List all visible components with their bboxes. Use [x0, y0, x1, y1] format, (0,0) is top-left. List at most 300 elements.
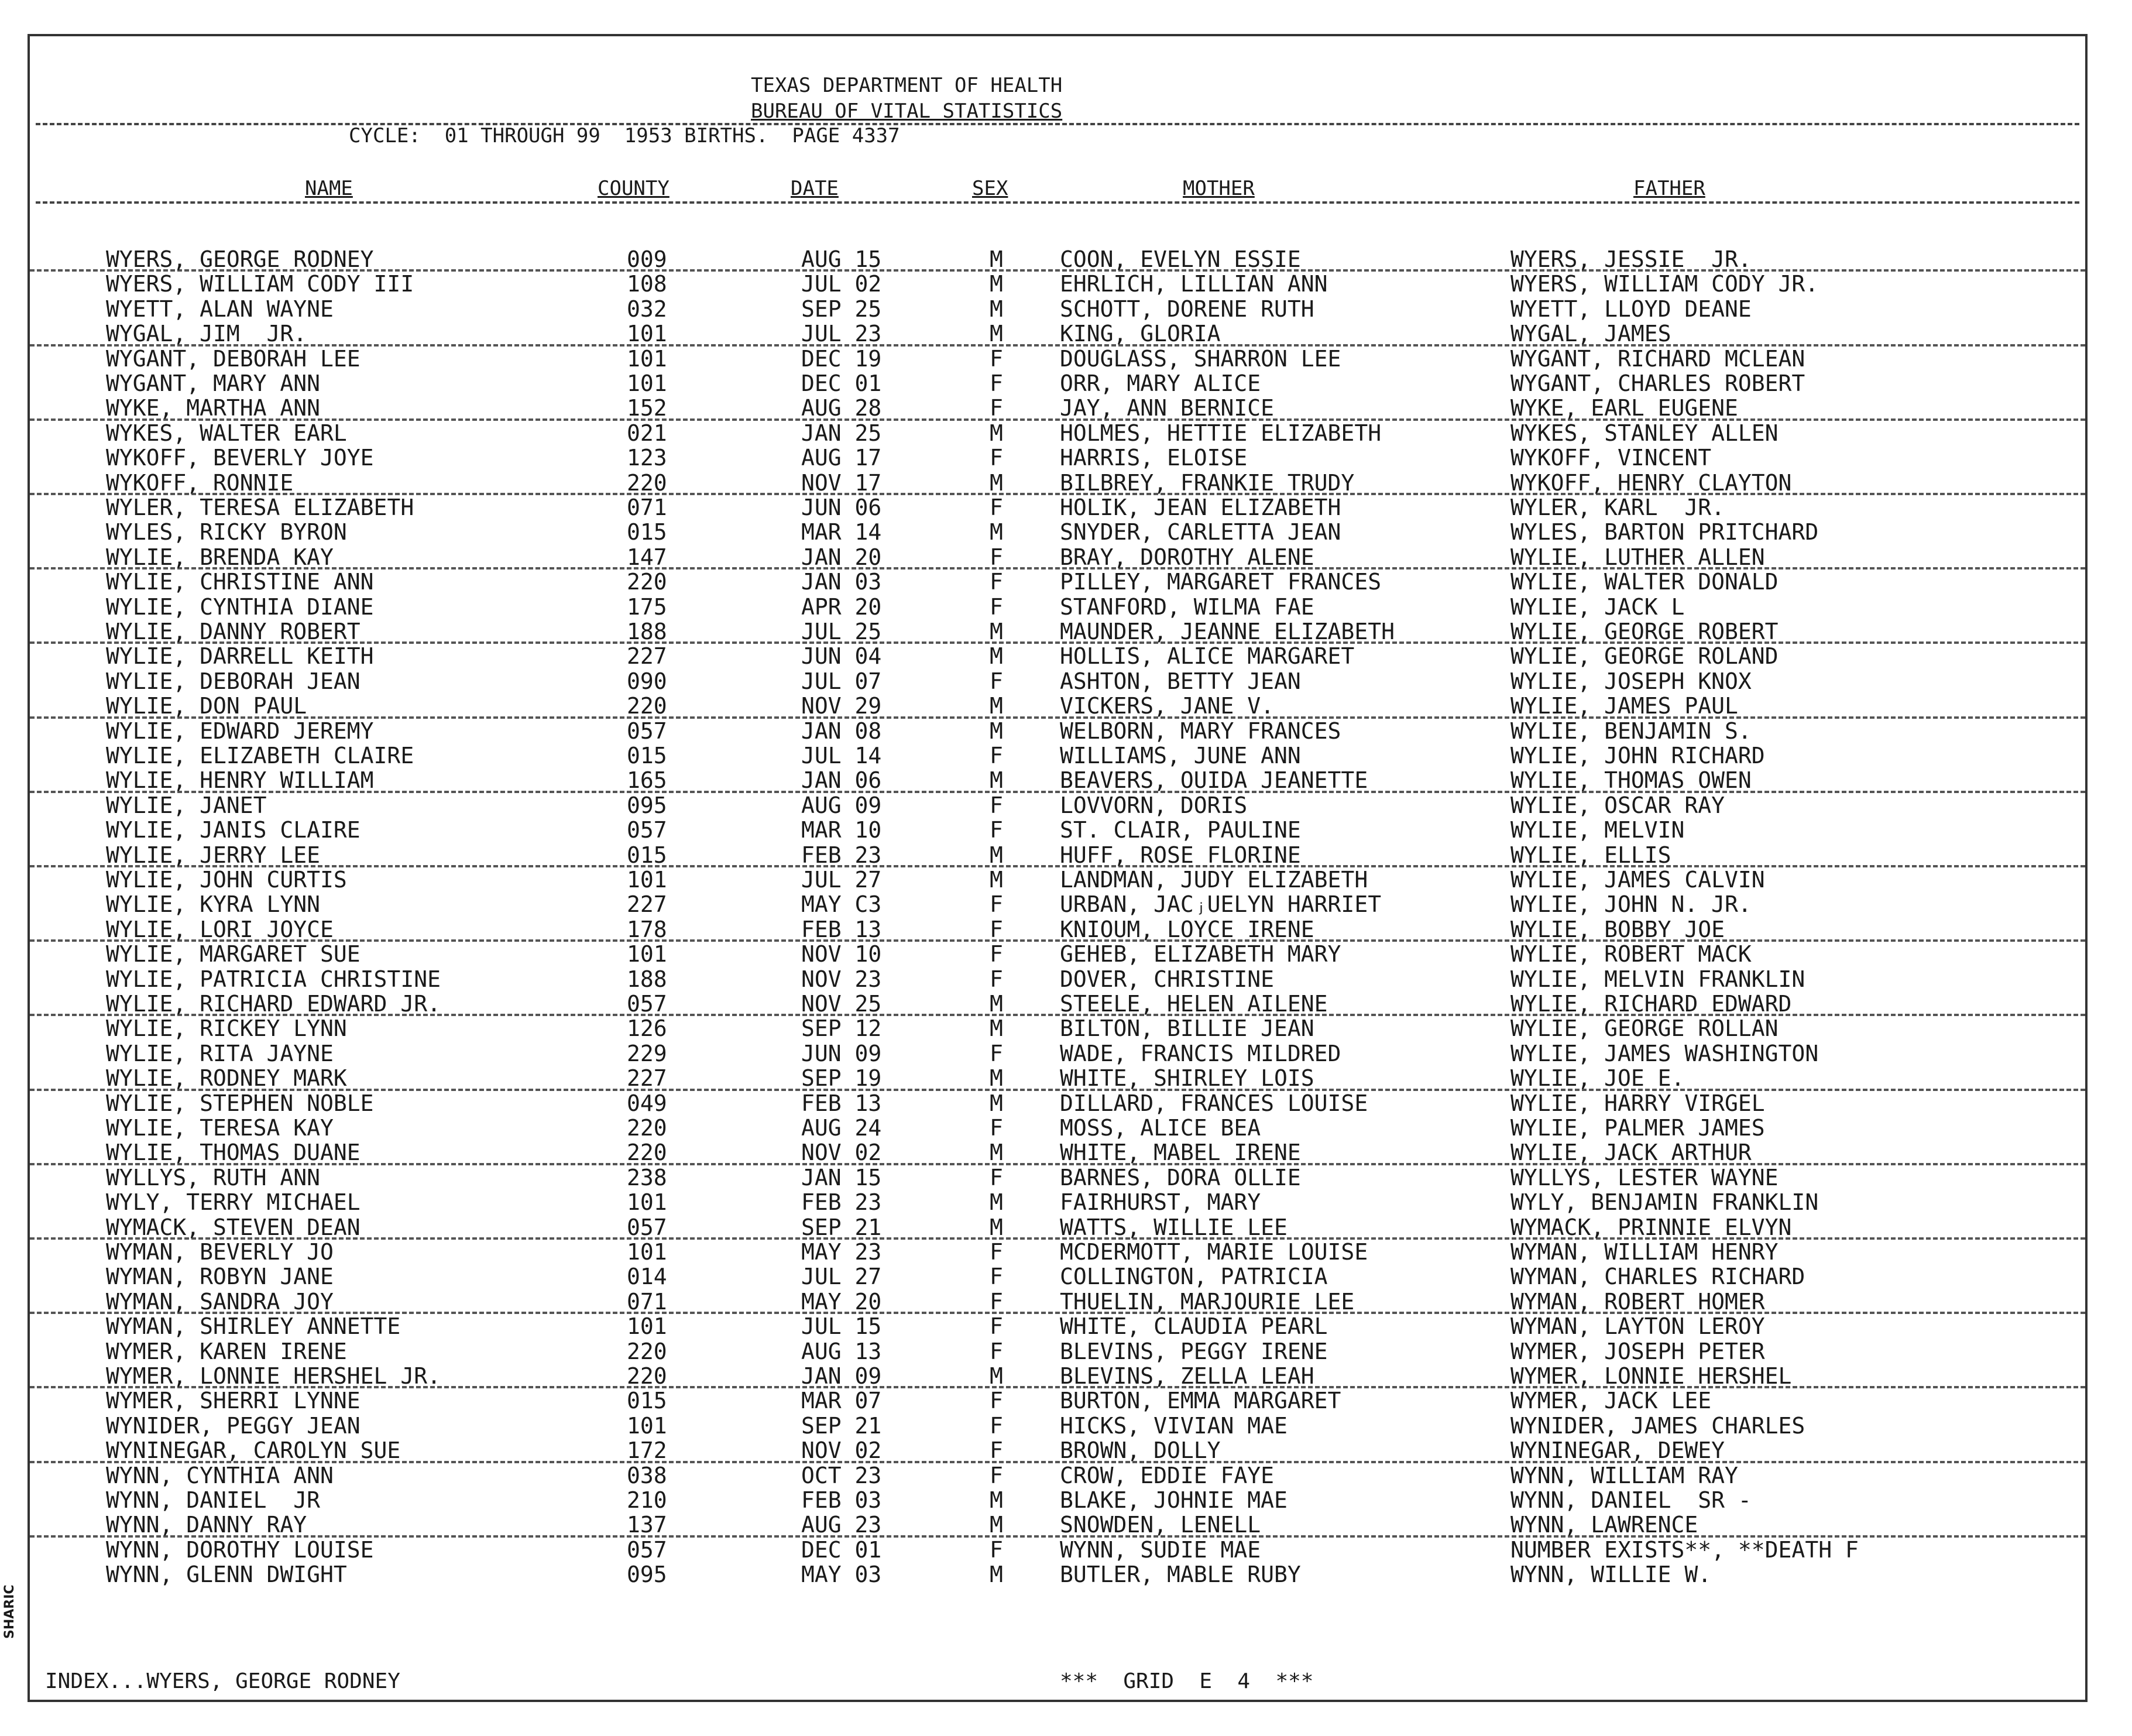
- grid-label: *** GRID E 4 ***: [1060, 1669, 1314, 1693]
- record-mother: BEAVERS, OUIDA JEANETTE: [1060, 767, 1368, 794]
- record-sex: F: [990, 916, 1003, 942]
- record-sex: M: [990, 246, 1003, 272]
- record-father: WYLIE, HARRY VIRGEL: [1510, 1090, 1765, 1116]
- record-mother: BURTON, EMMA MARGARET: [1060, 1388, 1341, 1414]
- record-sex: F: [990, 941, 1003, 968]
- table-row: [30, 1562, 2085, 1587]
- record-sex: F: [990, 1115, 1003, 1141]
- record-sex: F: [990, 668, 1003, 694]
- record-county: 057: [627, 1214, 667, 1240]
- table-row: [30, 1413, 2085, 1438]
- record-date: SEP 12: [801, 1015, 882, 1042]
- record-father: NUMBER EXISTS**, **DEATH F: [1510, 1536, 1859, 1563]
- record-mother: WYNN, SUDIE MAE: [1060, 1536, 1261, 1563]
- record-date: JUN 06: [801, 495, 882, 520]
- table-row: [30, 346, 2085, 371]
- table-row: [30, 1215, 2085, 1240]
- record-name: WYMAN, BEVERLY JO: [106, 1239, 334, 1265]
- record-name: WYGANT, MARY ANN: [106, 370, 321, 396]
- record-mother: DILLARD, FRANCES LOUISE: [1060, 1090, 1368, 1116]
- record-sex: F: [990, 1388, 1003, 1414]
- record-mother: BUTLER, MABLE RUBY: [1060, 1562, 1301, 1588]
- record-date: NOV 29: [801, 693, 882, 719]
- record-date: MAY C3: [801, 891, 882, 918]
- record-date: JAN 20: [801, 544, 882, 570]
- table-row: [30, 421, 2085, 445]
- record-county: 175: [627, 593, 667, 620]
- record-county: 038: [627, 1462, 667, 1488]
- record-name: WYMAN, SANDRA JOY: [106, 1288, 334, 1315]
- record-date: FEB 23: [801, 1189, 882, 1216]
- record-sex: F: [990, 495, 1003, 520]
- index-label: INDEX...WYERS, GEORGE RODNEY: [45, 1669, 400, 1693]
- header-divider: [36, 123, 2079, 125]
- record-father: WYKOFF, HENRY CLAYTON: [1510, 469, 1792, 496]
- record-sex: M: [990, 718, 1003, 744]
- record-mother: BARNES, DORA OLLIE: [1060, 1164, 1301, 1191]
- record-date: SEP 19: [801, 1065, 882, 1092]
- record-name: WYNINEGAR, CAROLYN SUE: [106, 1437, 401, 1464]
- record-name: WYETT, ALAN WAYNE: [106, 296, 334, 322]
- record-mother: COLLINGTON, PATRICIA: [1060, 1264, 1328, 1290]
- record-county: 137: [627, 1512, 667, 1538]
- record-father: WYLIE, RICHARD EDWARD: [1510, 991, 1792, 1017]
- table-row: [30, 595, 2085, 619]
- record-father: WYLIE, BOBBY JOE: [1510, 916, 1725, 942]
- record-sex: M: [990, 643, 1003, 670]
- record-name: WYLIE, DON PAUL: [106, 693, 307, 719]
- record-date: JUL 27: [801, 867, 882, 893]
- record-sex: F: [990, 1313, 1003, 1340]
- col-header-sex: SEX: [972, 177, 1008, 200]
- record-name: WYNN, DANIEL JR: [106, 1487, 321, 1513]
- record-county: 220: [627, 693, 667, 719]
- record-mother: BILTON, BILLIE JEAN: [1060, 1015, 1314, 1042]
- record-sex: M: [990, 619, 1003, 644]
- record-father: WYERS, JESSIE JR.: [1510, 246, 1752, 272]
- table-row: [30, 297, 2085, 321]
- record-sex: M: [990, 1189, 1003, 1216]
- record-mother: BLEVINS, PEGGY IRENE: [1060, 1338, 1328, 1364]
- table-row: [30, 1190, 2085, 1214]
- record-mother: THUELIN, MARJOURIE LEE: [1060, 1288, 1355, 1315]
- record-date: JUL 15: [801, 1313, 882, 1340]
- record-father: WYKE, EARL EUGENE: [1510, 395, 1738, 421]
- record-date: NOV 02: [801, 1140, 882, 1166]
- record-mother: FAIRHURST, MARY: [1060, 1189, 1261, 1216]
- table-row: [30, 272, 2085, 296]
- record-father: WYLIE, BENJAMIN S.: [1510, 718, 1752, 744]
- record-name: WYLIE, TERESA KAY: [106, 1115, 334, 1141]
- record-county: 071: [627, 495, 667, 520]
- record-father: WYMACK, PRINNIE ELVYN: [1510, 1214, 1792, 1240]
- record-mother: HUFF, ROSE FLORINE: [1060, 842, 1301, 868]
- record-date: JUL 02: [801, 271, 882, 297]
- record-county: 220: [627, 569, 667, 595]
- record-name: WYNN, GLENN DWIGHT: [106, 1562, 347, 1588]
- record-mother: PILLEY, MARGARET FRANCES: [1060, 569, 1382, 595]
- record-county: 015: [627, 842, 667, 868]
- record-mother: JAY, ANN BERNICE: [1060, 395, 1275, 421]
- table-row: [30, 1463, 2085, 1488]
- record-name: WYNN, DANNY RAY: [106, 1512, 307, 1538]
- record-county: 220: [627, 1363, 667, 1389]
- record-date: AUG 15: [801, 246, 882, 272]
- record-sex: F: [990, 1462, 1003, 1488]
- record-father: WYMAN, CHARLES RICHARD: [1510, 1264, 1805, 1290]
- record-county: 101: [627, 370, 667, 396]
- record-date: SEP 25: [801, 296, 882, 322]
- record-mother: BLEVINS, ZELLA LEAH: [1060, 1363, 1314, 1389]
- record-name: WYGANT, DEBORAH LEE: [106, 345, 361, 372]
- record-sex: F: [990, 345, 1003, 372]
- record-county: 095: [627, 1562, 667, 1588]
- record-father: WYNN, WILLIAM RAY: [1510, 1462, 1738, 1488]
- record-county: 090: [627, 668, 667, 694]
- record-name: WYMAN, ROBYN JANE: [106, 1264, 334, 1290]
- record-name: WYMER, SHERRI LYNNE: [106, 1388, 361, 1414]
- record-name: WYLIE, MARGARET SUE: [106, 941, 361, 968]
- record-name: WYKES, WALTER EARL: [106, 420, 347, 446]
- table-row: [30, 619, 2085, 644]
- record-name: WYLIE, JERRY LEE: [106, 842, 321, 868]
- record-county: 057: [627, 1536, 667, 1563]
- table-row: [30, 520, 2085, 544]
- record-mother: MAUNDER, JEANNE ELIZABETH: [1060, 619, 1395, 644]
- table-row: [30, 445, 2085, 470]
- table-row: [30, 694, 2085, 718]
- record-county: 108: [627, 271, 667, 297]
- table-row: [30, 1264, 2085, 1289]
- table-row: [30, 743, 2085, 768]
- record-county: 101: [627, 1412, 667, 1439]
- record-father: WYNN, WILLIE W.: [1510, 1562, 1712, 1588]
- record-date: DEC 01: [801, 1536, 882, 1563]
- record-father: WYLIE, GEORGE ROLLAN: [1510, 1015, 1779, 1042]
- record-sex: F: [990, 445, 1003, 471]
- record-name: WYKOFF, BEVERLY JOYE: [106, 445, 374, 471]
- record-county: 021: [627, 420, 667, 446]
- record-sex: M: [990, 693, 1003, 719]
- record-father: WYLER, KARL JR.: [1510, 495, 1725, 520]
- record-mother: SNYDER, CARLETTA JEAN: [1060, 519, 1341, 545]
- record-sex: F: [990, 966, 1003, 992]
- record-father: WYLIE, MELVIN: [1510, 817, 1685, 843]
- record-name: WYLIE, RODNEY MARK: [106, 1065, 347, 1092]
- record-name: WYLY, TERRY MICHAEL: [106, 1189, 361, 1216]
- record-county: 220: [627, 469, 667, 496]
- record-county: 188: [627, 966, 667, 992]
- record-father: WYLIE, MELVIN FRANKLIN: [1510, 966, 1805, 992]
- record-date: JAN 03: [801, 569, 882, 595]
- record-father: WYERS, WILLIAM CODY JR.: [1510, 271, 1819, 297]
- record-sex: M: [990, 767, 1003, 794]
- record-father: WYLIE, JOHN RICHARD: [1510, 743, 1765, 768]
- record-sex: M: [990, 1140, 1003, 1166]
- record-name: WYLIE, CYNTHIA DIANE: [106, 593, 374, 620]
- record-county: 015: [627, 1388, 667, 1414]
- record-father: WYLIE, JACK L: [1510, 593, 1685, 620]
- record-sex: F: [990, 395, 1003, 421]
- record-county: 095: [627, 792, 667, 818]
- record-date: JAN 15: [801, 1164, 882, 1191]
- table-row: [30, 1016, 2085, 1041]
- record-father: WYMAN, ROBERT HOMER: [1510, 1288, 1765, 1315]
- table-row: [30, 917, 2085, 942]
- record-county: 210: [627, 1487, 667, 1513]
- record-name: WYLIE, DEBORAH JEAN: [106, 668, 361, 694]
- record-father: WYNN, LAWRENCE: [1510, 1512, 1698, 1538]
- record-date: FEB 13: [801, 916, 882, 942]
- record-county: 123: [627, 445, 667, 471]
- record-mother: DOUGLASS, SHARRON LEE: [1060, 345, 1341, 372]
- record-name: WYLIE, STEPHEN NOBLE: [106, 1090, 374, 1116]
- record-date: AUG 24: [801, 1115, 882, 1141]
- record-sex: F: [990, 593, 1003, 620]
- record-county: 220: [627, 1115, 667, 1141]
- record-date: AUG 23: [801, 1512, 882, 1538]
- record-county: 015: [627, 519, 667, 545]
- record-father: WYMAN, WILLIAM HENRY: [1510, 1239, 1779, 1265]
- record-name: WYLLYS, RUTH ANN: [106, 1164, 321, 1191]
- table-row: [30, 1512, 2085, 1537]
- record-mother: BRAY, DOROTHY ALENE: [1060, 544, 1314, 570]
- agency-title: TEXAS DEPARTMENT OF HEALTH: [751, 74, 1063, 97]
- record-sex: M: [990, 469, 1003, 496]
- record-mother: MCDERMOTT, MARIE LOUISE: [1060, 1239, 1368, 1265]
- record-father: WYNIDER, JAMES CHARLES: [1510, 1412, 1805, 1439]
- record-father: WYLIE, THOMAS OWEN: [1510, 767, 1752, 794]
- report-header: [30, 36, 2085, 229]
- record-name: WYLIE, JOHN CURTIS: [106, 867, 347, 893]
- record-father: WYLIE, GEORGE ROBERT: [1510, 619, 1779, 644]
- table-row: [30, 1091, 2085, 1116]
- table-row: [30, 1041, 2085, 1066]
- record-sex: F: [990, 1437, 1003, 1464]
- record-date: MAY 23: [801, 1239, 882, 1265]
- record-father: WYMER, JACK LEE: [1510, 1388, 1712, 1414]
- record-name: WYLIE, HENRY WILLIAM: [106, 767, 374, 794]
- record-sex: M: [990, 420, 1003, 446]
- record-father: WYLIE, ELLIS: [1510, 842, 1671, 868]
- record-name: WYNIDER, PEGGY JEAN: [106, 1412, 361, 1439]
- record-mother: ST. CLAIR, PAULINE: [1060, 817, 1301, 843]
- table-row: [30, 793, 2085, 818]
- record-father: WYKOFF, VINCENT: [1510, 445, 1712, 471]
- record-date: APR 20: [801, 593, 882, 620]
- table-row: [30, 495, 2085, 520]
- record-date: SEP 21: [801, 1214, 882, 1240]
- record-sex: F: [990, 544, 1003, 570]
- record-mother: STEELE, HELEN AILENE: [1060, 991, 1328, 1017]
- record-sex: F: [990, 743, 1003, 768]
- record-name: WYMACK, STEVEN DEAN: [106, 1214, 361, 1240]
- record-county: 172: [627, 1437, 667, 1464]
- record-mother: HARRIS, ELOISE: [1060, 445, 1248, 471]
- record-name: WYLIE, RITA JAYNE: [106, 1040, 334, 1066]
- report-footer: [30, 1669, 2085, 1699]
- record-county: 049: [627, 1090, 667, 1116]
- table-row: [30, 1388, 2085, 1413]
- record-father: WYLIE, JAMES CALVIN: [1510, 867, 1765, 893]
- record-name: WYGAL, JIM JR.: [106, 321, 307, 347]
- record-sex: M: [990, 1512, 1003, 1538]
- record-county: 227: [627, 643, 667, 670]
- table-row: [30, 471, 2085, 495]
- record-father: WYLES, BARTON PRITCHARD: [1510, 519, 1819, 545]
- record-mother: BLAKE, JOHNIE MAE: [1060, 1487, 1288, 1513]
- record-date: FEB 13: [801, 1090, 882, 1116]
- record-name: WYLIE, RICHARD EDWARD JR.: [106, 991, 441, 1017]
- record-mother: LANDMAN, JUDY ELIZABETH: [1060, 867, 1368, 893]
- record-mother: BILBREY, FRANKIE TRUDY: [1060, 469, 1355, 496]
- record-mother: URBAN, JACⱼUELYN HARRIET: [1060, 891, 1382, 918]
- record-date: JAN 06: [801, 767, 882, 794]
- record-sex: F: [990, 1264, 1003, 1290]
- record-county: 227: [627, 1065, 667, 1092]
- record-date: FEB 23: [801, 842, 882, 868]
- cycle-line: CYCLE: 01 THROUGH 99 1953 BIRTHS. PAGE 4337: [349, 124, 900, 147]
- record-father: WYLIE, JOHN N. JR.: [1510, 891, 1752, 918]
- record-date: MAR 14: [801, 519, 882, 545]
- record-father: WYLIE, WALTER DONALD: [1510, 569, 1779, 595]
- record-date: FEB 03: [801, 1487, 882, 1513]
- record-date: JAN 25: [801, 420, 882, 446]
- record-mother: ORR, MARY ALICE: [1060, 370, 1261, 396]
- table-row: [30, 371, 2085, 396]
- record-mother: EHRLICH, LILLIAN ANN: [1060, 271, 1328, 297]
- record-father: WYLIE, LUTHER ALLEN: [1510, 544, 1765, 570]
- table-row: [30, 1339, 2085, 1364]
- record-name: WYLIE, DANNY ROBERT: [106, 619, 361, 644]
- record-mother: HOLIK, JEAN ELIZABETH: [1060, 495, 1341, 520]
- record-name: WYLES, RICKY BYRON: [106, 519, 347, 545]
- table-row: [30, 1314, 2085, 1339]
- record-mother: COON, EVELYN ESSIE: [1060, 246, 1301, 272]
- record-county: 071: [627, 1288, 667, 1315]
- record-sex: F: [990, 1040, 1003, 1066]
- record-father: WYLY, BENJAMIN FRANKLIN: [1510, 1189, 1819, 1216]
- record-county: 165: [627, 767, 667, 794]
- bureau-title: BUREAU OF VITAL STATISTICS: [751, 100, 1063, 123]
- record-date: AUG 17: [801, 445, 882, 471]
- col-header-name: NAME: [305, 177, 353, 200]
- table-row: [30, 669, 2085, 694]
- table-row: [30, 644, 2085, 668]
- record-date: NOV 25: [801, 991, 882, 1017]
- record-sex: F: [990, 1288, 1003, 1315]
- record-mother: WHITE, MABEL IRENE: [1060, 1140, 1301, 1166]
- record-sex: M: [990, 1015, 1003, 1042]
- record-name: WYKE, MARTHA ANN: [106, 395, 321, 421]
- record-name: WYMAN, SHIRLEY ANNETTE: [106, 1313, 401, 1340]
- printout-frame: [28, 34, 2088, 1702]
- record-county: 101: [627, 1313, 667, 1340]
- record-mother: MOSS, ALICE BEA: [1060, 1115, 1261, 1141]
- record-date: NOV 02: [801, 1437, 882, 1464]
- record-date: MAY 20: [801, 1288, 882, 1315]
- table-row: [30, 1438, 2085, 1463]
- record-father: WYNINEGAR, DEWEY: [1510, 1437, 1725, 1464]
- record-date: OCT 23: [801, 1462, 882, 1488]
- record-date: JUL 23: [801, 321, 882, 347]
- record-date: NOV 17: [801, 469, 882, 496]
- table-row: [30, 1538, 2085, 1562]
- record-county: 147: [627, 544, 667, 570]
- record-mother: WELBORN, MARY FRANCES: [1060, 718, 1341, 744]
- record-mother: WILLIAMS, JUNE ANN: [1060, 743, 1301, 768]
- record-date: AUG 28: [801, 395, 882, 421]
- record-sex: M: [990, 1562, 1003, 1588]
- record-father: WYLIE, JOSEPH KNOX: [1510, 668, 1752, 694]
- record-county: 238: [627, 1164, 667, 1191]
- table-row: [30, 867, 2085, 892]
- table-row: [30, 1165, 2085, 1190]
- table-row: [30, 247, 2085, 272]
- record-father: WYGAL, JAMES: [1510, 321, 1671, 347]
- record-mother: SCHOTT, DORENE RUTH: [1060, 296, 1314, 322]
- table-row: [30, 892, 2085, 917]
- record-date: MAY 03: [801, 1562, 882, 1588]
- record-mother: WATTS, WILLIE LEE: [1060, 1214, 1288, 1240]
- record-mother: BROWN, DOLLY: [1060, 1437, 1221, 1464]
- record-name: WYMER, KAREN IRENE: [106, 1338, 347, 1364]
- record-father: WYLIE, JACK ARTHUR: [1510, 1140, 1752, 1166]
- record-name: WYLIE, RICKEY LYNN: [106, 1015, 347, 1042]
- record-sex: F: [990, 1239, 1003, 1265]
- record-county: 101: [627, 345, 667, 372]
- record-sex: F: [990, 1536, 1003, 1563]
- record-county: 178: [627, 916, 667, 942]
- table-row: [30, 843, 2085, 867]
- record-mother: DOVER, CHRISTINE: [1060, 966, 1275, 992]
- record-name: WYLER, TERESA ELIZABETH: [106, 495, 414, 520]
- record-name: WYLIE, JANIS CLAIRE: [106, 817, 361, 843]
- record-sex: F: [990, 569, 1003, 595]
- record-sex: M: [990, 867, 1003, 893]
- record-father: WYLIE, JAMES WASHINGTON: [1510, 1040, 1819, 1066]
- record-county: 229: [627, 1040, 667, 1066]
- record-mother: GEHEB, ELIZABETH MARY: [1060, 941, 1341, 968]
- record-father: WYLIE, JOE E.: [1510, 1065, 1685, 1092]
- record-name: WYLIE, KYRA LYNN: [106, 891, 321, 918]
- col-header-date: DATE: [791, 177, 839, 200]
- record-sex: F: [990, 891, 1003, 918]
- record-county: 227: [627, 891, 667, 918]
- record-county: 101: [627, 941, 667, 968]
- record-mother: KNIOUM, LOYCE IRENE: [1060, 916, 1314, 942]
- record-father: WYKES, STANLEY ALLEN: [1510, 420, 1779, 446]
- record-date: AUG 13: [801, 1338, 882, 1364]
- record-sex: F: [990, 1164, 1003, 1191]
- table-row: [30, 1488, 2085, 1512]
- record-sex: M: [990, 1214, 1003, 1240]
- table-row: [30, 545, 2085, 569]
- record-mother: HOLMES, HETTIE ELIZABETH: [1060, 420, 1382, 446]
- record-sex: M: [990, 991, 1003, 1017]
- table-row: [30, 942, 2085, 966]
- record-sex: F: [990, 1412, 1003, 1439]
- record-date: AUG 09: [801, 792, 882, 818]
- record-date: JAN 08: [801, 718, 882, 744]
- record-father: WYMER, JOSEPH PETER: [1510, 1338, 1765, 1364]
- record-mother: STANFORD, WILMA FAE: [1060, 593, 1314, 620]
- record-name: WYLIE, ELIZABETH CLAIRE: [106, 743, 414, 768]
- record-name: WYLIE, PATRICIA CHRISTINE: [106, 966, 441, 992]
- table-row: [30, 991, 2085, 1016]
- record-date: JUL 25: [801, 619, 882, 644]
- table-row: [30, 321, 2085, 346]
